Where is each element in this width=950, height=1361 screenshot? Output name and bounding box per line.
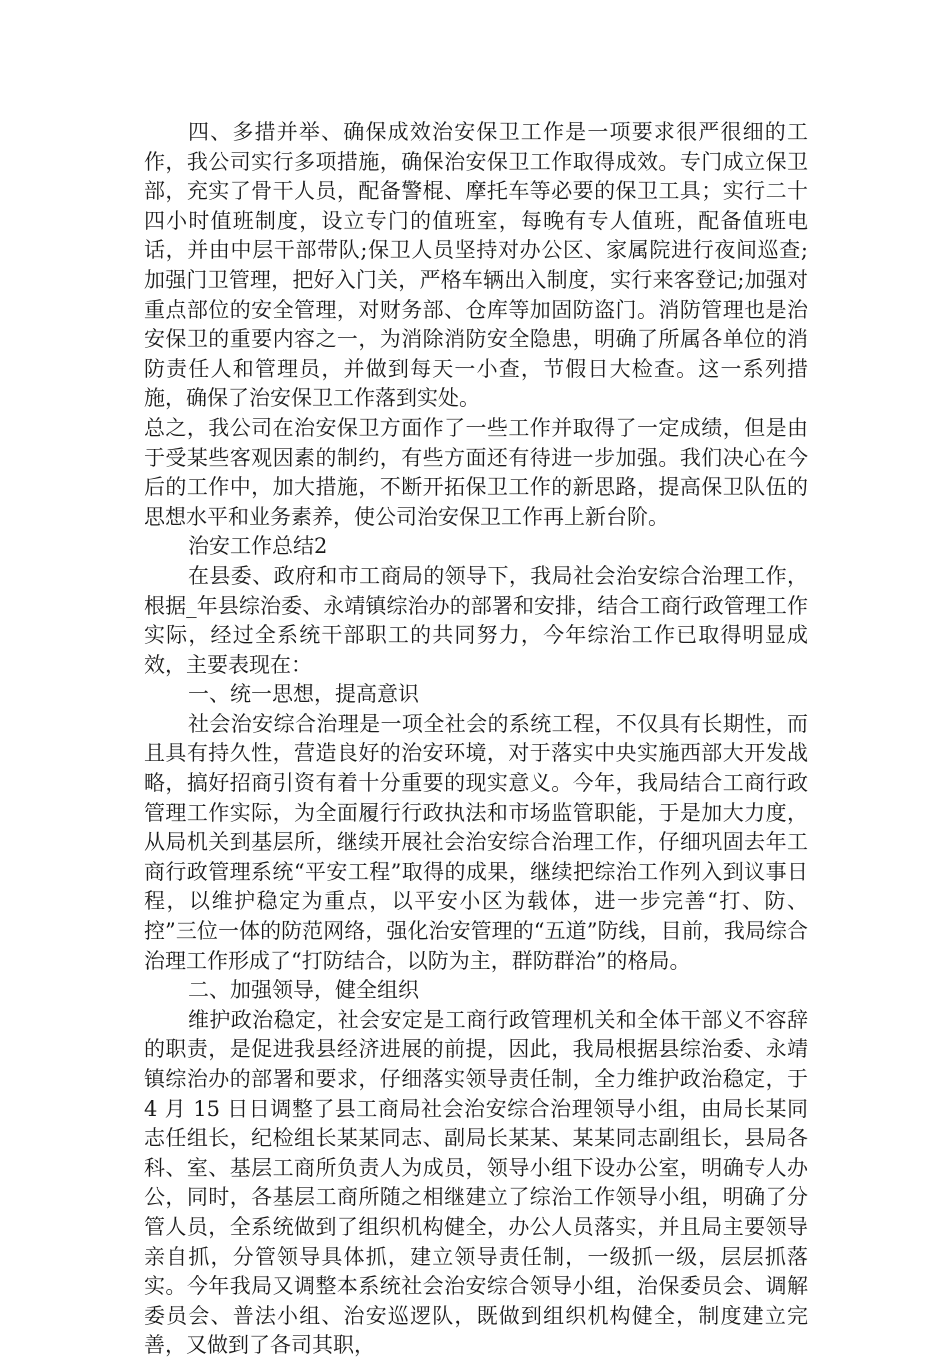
paragraph-summary: 总之，我公司在治安保卫方面作了一些工作并取得了一定成绩，但是由于受某些客观因素的制约，有些方面还有待进一步加强。我们决心在今后的工作中，加大措施，不断开拓保卫工作的新思路，提高保卫队伍的思想水平和业务素养，使公司治安保卫工作再上新台阶。: [144, 415, 808, 529]
paragraph-measures: 四、多措并举、确保成效治安保卫工作是一项要求很严很细的工作，我公司实行多项措施，确保治安保卫工作取得成效。专门成立保卫部，充实了骨干人员，配备警棍、摩托车等必要的保卫工具；实行二十四小时值班制度，设立专门的值班室，每晚有专人值班，配备值班电话，并由中层干部带队;保卫人员坚持对办公区、家属院进行夜间巡查;加强门卫管理，把好入门关，严格车辆出入制度，实行来客登记;加强对重点部位的安全管理，对财务部、仓库等加固防盗门。消防管理也是治安保卫的重要内容之一，为消除消防安全隐患，明确了所属各单位的消防责任人和管理员，并做到每天一小查，节假日大检查。这一系列措施，确保了治安保卫工作落到实处。: [144, 120, 808, 411]
heading-strengthen-leadership: 二、加强领导，健全组织: [188, 978, 419, 1003]
paragraph-comprehensive-governance: 社会治安综合治理是一项全社会的系统工程，不仅具有长期性，而且具有持久性，营造良好的治安环境，对于落实中央实施西部大开发战略，搞好招商引资有着十分重要的现实意义。今年，我局结合工商行政管理工作实际，为全面履行行政执法和市场监管职能，于是加大力度，从局机关到基层所，继续开展社会治安综合治理工作，仔细巩固去年工商行政管理系统“平安工程”取得的成果，继续把综治工作列入到议事日程，以维护稳定为重点，以平安小区为载体，进一步完善“打、防、控”三位一体的防范网络，强化治安管理的“五道”防线，目前，我局综合治理工作形成了“打防结合，以防为主，群防群治”的格局。: [144, 711, 808, 973]
heading-unify-thinking: 一、统一思想，提高意识: [188, 682, 419, 707]
section-title: 治安工作总结2: [188, 534, 328, 559]
paragraph-political-stability: 维护政治稳定，社会安定是工商行政管理机关和全体干部义不容辞的职责，是促进我县经济进展的前提，因此，我局根据县综治委、永靖镇综治办的部署和要求，仔细落实领导责任制，全力维护政治稳定，于 4 月 15 日日调整了县工商局社会治安综合治理领导小组，由局长某同志任组长，纪检组长某某同志、副局长某某、某某同志副组长，县局各科、室、基层工商所负责人为成员，领导小组下设办公室，明确专人办公，同时，各基层工商所随之相继建立了综治工作领导小组，明确了分管人员，全系统做到了组织机构健全，办公人员落实，并且局主要领导亲自抓，分管领导具体抓，建立领导责任制，一级抓一级，层层抓落实。今年我局又调整本系统社会治安综合领导小组，治保委员会、调解委员会、普法小组、治安巡逻队，既做到组织机构健全，制度建立完善，又做到了各司其职，: [144, 1007, 808, 1358]
paragraph-intro: 在县委、政府和市工商局的领导下，我局社会治安综合治理工作，根据_年县综治委、永靖镇综治办的部署和安排，结合工商行政管理工作实际，经过全系统干部职工的共同努力，今年综治工作已取得明显成效，主要表现在：: [144, 563, 808, 677]
document-body: [144, 118, 808, 1361]
